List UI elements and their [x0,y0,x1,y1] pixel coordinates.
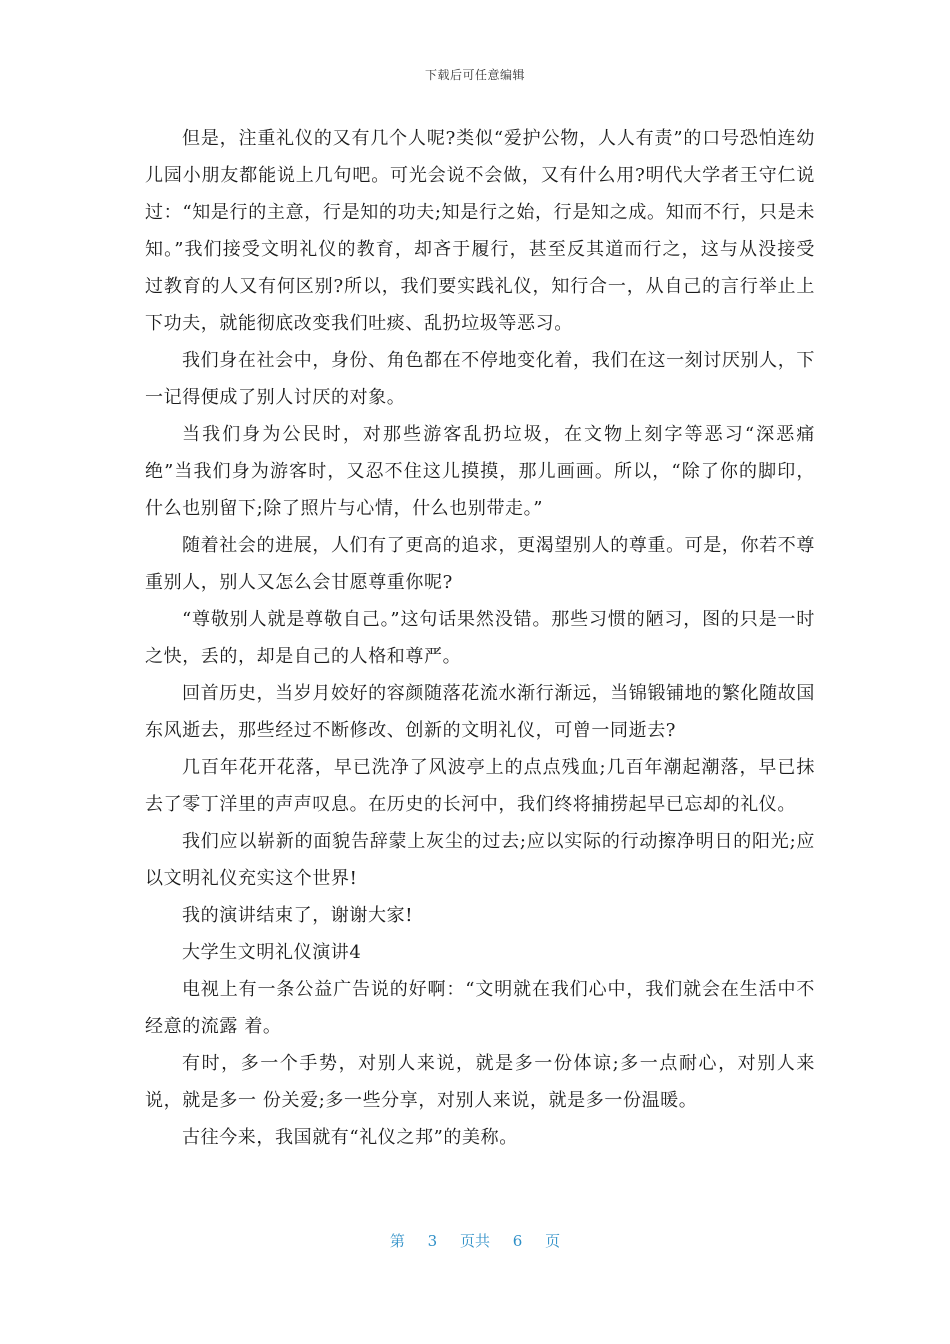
paragraph-7: 几百年花开花落，早已洗净了风波亭上的点点残血;几百年潮起潮落，早已抹去了零丁洋里的声声叹息。在历史的长河中，我们终将捕捞起早已忘却的礼仪。 [145,757,815,815]
page-footer [0,1230,950,1251]
paragraph-2: 我们身在社会中，身份、角色都在不停地变化着，我们在这一刻讨厌别人，下一记得便成了别人讨厌的对象。 [145,350,815,408]
paragraph-1: 但是，注重礼仪的又有几个人呢?类似“爱护公物，人人有责”的口号恐怕连幼儿园小朋友都能说上几句吧。可光会说不会做，又有什么用?明代大学者王守仁说过：“知是行的主意，行是知的功夫;知是行之始，行是知之成。知而不行，只是未知。”我们接受文明礼仪的教育，却吝于履行，甚至反其道而行之，这与从没接受过教育的人又有何区别?所以，我们要实践礼仪，知行合一，从自己的言行举止上下功夫，就能彻底改变我们吐痰、乱扔垃圾等恶习。 [145,128,815,334]
section-heading: 大学生文明礼仪演讲4 [182,942,362,963]
paragraph-6: 回首历史，当岁月姣好的容颜随落花流水渐行渐远，当锦锻铺地的繁化随故国东风逝去，那些经过不断修改、创新的文明礼仪，可曾一同逝去? [145,683,815,741]
paragraph-11: 有时，多一个手势，对别人来说，就是多一份体谅;多一点耐心，对别人来说，就是多一 份关爱;多一些分享，对别人来说，就是多一份温暖。 [145,1053,815,1111]
paragraph-3: 当我们身为公民时，对那些游客乱扔垃圾，在文物上刻字等恶习“深恶痛绝”当我们身为游客时，又忍不住这儿摸摸，那儿画画。所以，“除了你的脚印，什么也别留下;除了照片与心情，什么也别带走。” [145,424,815,519]
footer-suffix: 页 [545,1232,561,1250]
paragraph-5: “尊敬别人就是尊敬自己。”这句话果然没错。那些习惯的陋习，图的只是一时之快，丢的，却是自己的人格和尊严。 [145,609,815,667]
footer-middle: 页共 [459,1232,490,1250]
page-header: 下载后可任意编辑 [424,68,525,82]
footer-current-page: 3 [427,1232,438,1250]
paragraph-12: 古往今来，我国就有“礼仪之邦”的美称。 [182,1127,518,1148]
document-body [145,120,815,1156]
footer-prefix: 第 [389,1232,405,1250]
paragraph-8: 我们应以崭新的面貌告辞蒙上灰尘的过去;应以实际的行动擦净明日的阳光;应以文明礼仪充实这个世界! [145,831,815,889]
paragraph-4: 随着社会的进展，人们有了更高的追求，更渴望别人的尊重。可是，你若不尊重别人，别人又怎么会甘愿尊重你呢? [145,535,815,593]
paragraph-9: 我的演讲结束了，谢谢大家! [182,905,414,926]
footer-total-pages: 6 [512,1232,523,1250]
paragraph-10: 电视上有一条公益广告说的好啊：“文明就在我们心中，我们就会在生活中不经意的流露 着。 [145,979,815,1037]
